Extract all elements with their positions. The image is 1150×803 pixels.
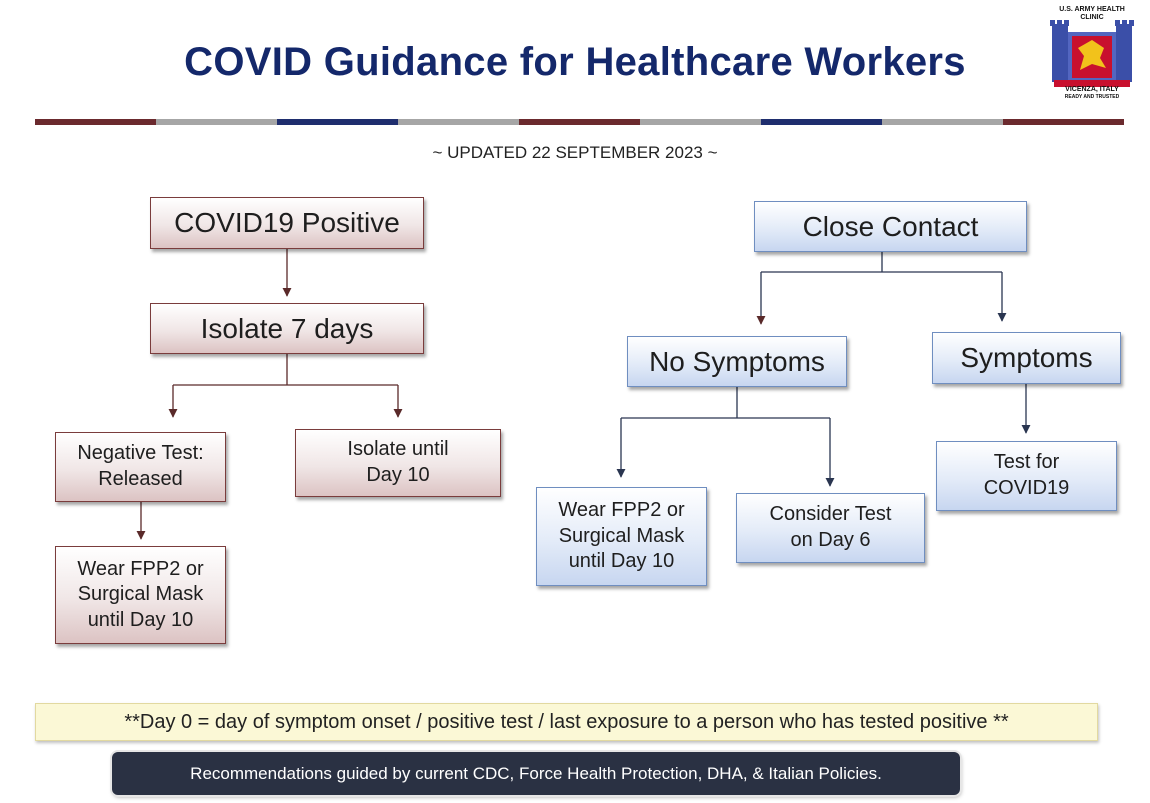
logo-line2: CLINIC xyxy=(1080,14,1104,21)
mask-contact-line3: until Day 10 xyxy=(568,550,675,573)
day-zero-note: **Day 0 = day of symptom onset / positive test / last exposure to a person who has tested positive ** xyxy=(35,703,1098,741)
logo-line1: U.S. ARMY HEALTH xyxy=(1059,6,1125,13)
mask-positive-line3: until Day 10 xyxy=(87,608,194,631)
box-isolate-7-days: Isolate 7 days xyxy=(150,303,424,354)
box-consider-test xyxy=(736,493,925,563)
updated-date: ~ UPDATED 22 SEPTEMBER 2023 ~ xyxy=(432,143,718,162)
box-close-contact: Close Contact xyxy=(754,201,1027,252)
consider-test-line1: Consider Test xyxy=(769,503,892,526)
mask-positive-line1: Wear FPP2 or xyxy=(77,557,204,580)
footer-banner: Recommendations guided by current CDC, Force Health Protection, DHA, & Italian Policies. xyxy=(112,752,960,795)
logo-motto: READY AND TRUSTED xyxy=(1064,94,1120,100)
connector-contact-branch xyxy=(761,252,1002,272)
box-test-for-covid19 xyxy=(936,441,1117,511)
mask-positive-line2: Surgical Mask xyxy=(77,583,204,606)
box-negative-test xyxy=(55,432,226,502)
box-no-symptoms: No Symptoms xyxy=(627,336,847,387)
negative-test-line1: Negative Test: xyxy=(77,442,204,465)
box-symptoms: Symptoms xyxy=(932,332,1121,384)
connector-isolate-branch xyxy=(173,354,398,385)
mask-contact-line1: Wear FPP2 or xyxy=(558,499,685,522)
page-title: COVID Guidance for Healthcare Workers xyxy=(184,40,966,84)
box-isolate-until-day-10 xyxy=(295,429,501,497)
logo-location: VICENZA, ITALY xyxy=(1065,86,1119,93)
consider-test-line2: on Day 6 xyxy=(790,529,871,551)
box-mask-positive xyxy=(55,546,226,644)
negative-test-line2: Released xyxy=(98,468,183,490)
isolate-until-line2: Day 10 xyxy=(366,464,430,486)
test-line2: COVID19 xyxy=(983,477,1070,499)
mask-contact-line2: Surgical Mask xyxy=(558,524,685,547)
box-mask-contact xyxy=(536,487,707,586)
connector-no-symptoms-branch xyxy=(621,387,830,418)
box-covid19-positive: COVID19 Positive xyxy=(150,197,424,249)
isolate-until-line1: Isolate until xyxy=(347,438,449,461)
test-line1: Test for xyxy=(993,451,1060,474)
